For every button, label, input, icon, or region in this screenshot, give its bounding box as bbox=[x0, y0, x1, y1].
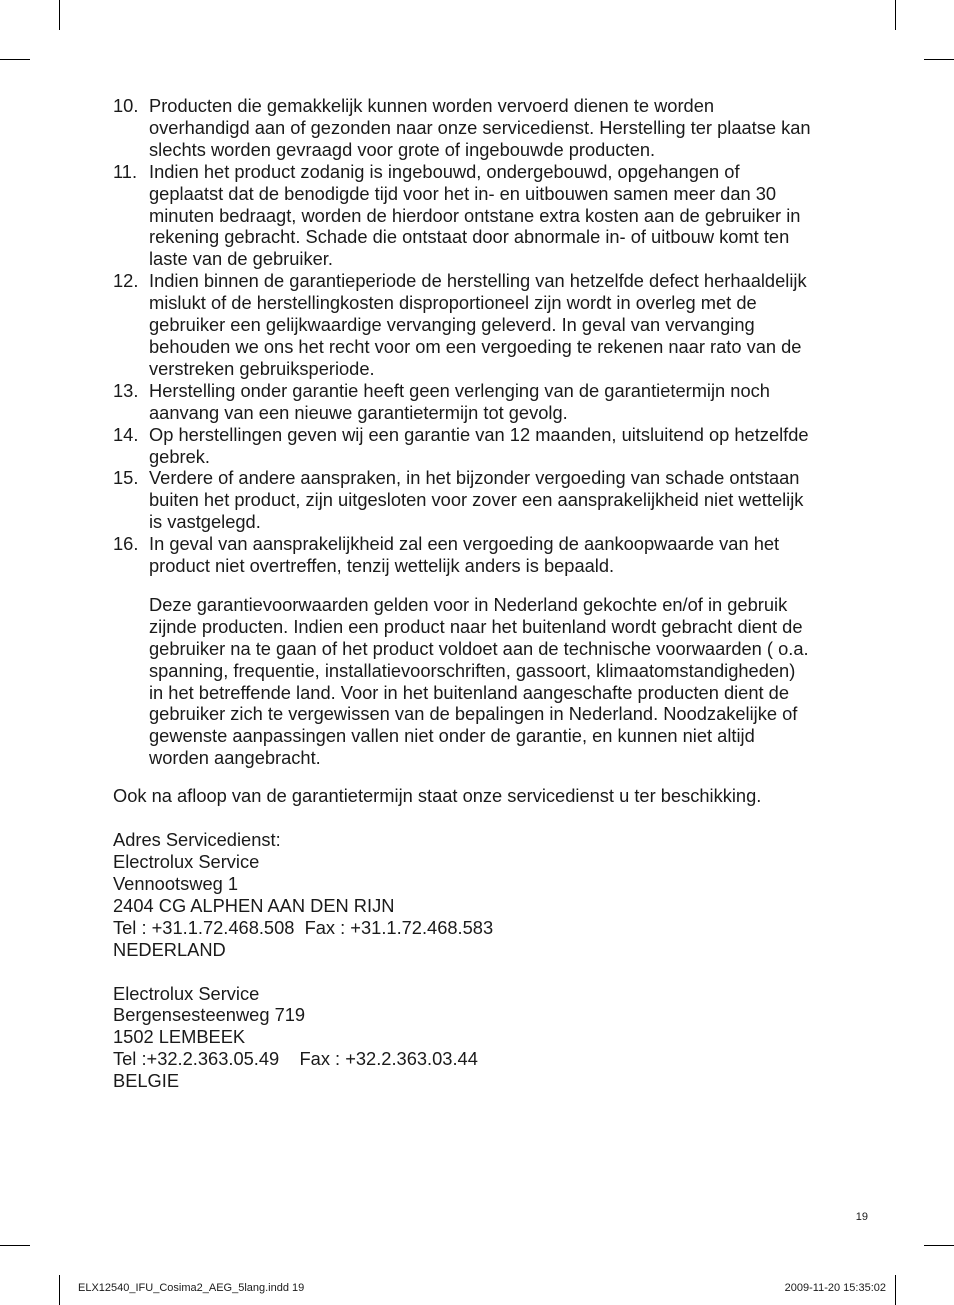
crop-mark-top-right-horizontal bbox=[924, 59, 954, 60]
list-item-text: In geval van aansprakelijkheid zal een vergoeding de aankoopwaarde van het product niet overtreffen, tenzij wettelijk anders is bepaald. bbox=[149, 533, 780, 577]
page-content bbox=[113, 95, 813, 1092]
list-item-number: 11. bbox=[113, 160, 138, 182]
list-item-text: Verdere of andere aanspraken, in het bijzonder vergoeding van schade ontstaan buiten het product, zijn uitgesloten voor zover een aansprakelijkheid niet wettelijk is vastgelegd. bbox=[149, 467, 804, 533]
page-number: 19 bbox=[855, 1211, 868, 1223]
list-item-text: Herstelling onder garantie heeft geen verlenging van de garantietermijn noch aanvang van een nieuwe garantietermijn tot gevolg. bbox=[149, 379, 770, 423]
list-item-number: 10. bbox=[113, 95, 139, 116]
address-country: BELGIE bbox=[113, 1070, 180, 1092]
address-city: 1502 LEMBEEK bbox=[113, 1026, 246, 1048]
list-item bbox=[113, 467, 813, 533]
address-phone-fax: Tel : +31.1.72.468.508 Fax : +31.1.72.468.583 bbox=[113, 916, 494, 938]
crop-mark-bottom-left-horizontal bbox=[0, 1245, 30, 1246]
crop-mark-top-left-vertical bbox=[59, 0, 60, 30]
crop-mark-bottom-right-vertical bbox=[895, 1275, 896, 1305]
list-item-text: Op herstellingen geven wij een garantie van 12 maanden, uitsluitend op hetzelfde gebrek. bbox=[149, 423, 809, 467]
netherlands-validity-note: Deze garantievoorwaarden gelden voor in Nederland gekochte en/of in gebruik zijnde producten. Indien een product naar het buitenland wordt gebracht dient de gebruiker na te gaan of het product voldoet aan de technische voorwaarden ( o.a. spanning, frequentie, installatievoorschriften, gassoort, klimaatomstandigheden) in het betreffende land. Voor in het buitenland aangeschafte producten dient de gebruiker zich te vergewissen van de bepalingen in Nederland. Noodzakelijke of gewenste aanpassingen vallen niet onder de garantie, en kunnen niet altijd worden aangebracht. bbox=[149, 593, 809, 769]
address-phone-fax: Tel :+32.2.363.05.49 Fax : +32.2.363.03.44 bbox=[113, 1048, 478, 1070]
address-city: 2404 CG ALPHEN AAN DEN RIJN bbox=[113, 894, 395, 916]
list-item-text: Indien binnen de garantieperiode de herstelling van hetzelfde defect herhaaldelijk mislukt of de herstellingkosten disproportioneel zijn wordt in overleg met de gebruiker een gelijkwaardige vervanging geleverd. In geval van vervanging behouden we ons het recht voor om een vergoeding te rekenen naar rato van de verstreken gebruiksperiode. bbox=[149, 270, 807, 379]
list-item-number: 16. bbox=[113, 533, 139, 555]
list-item-text: Indien het product zodanig is ingebouwd, ondergebouwd, opgehangen of geplaatst dat de benodigde tijd voor het in- en uitbouwen samen meer dan 30 minuten bedraagt, worden de hierdoor ontstane extra kosten aan de gebruiker in rekening gebracht. Schade die ontstaat door abnormale in- of uitbouw komt ten laste van de gebruiker. bbox=[149, 160, 801, 270]
warranty-terms-list bbox=[113, 95, 813, 577]
list-item-text: Producten die gemakkelijk kunnen worden vervoerd dienen te worden overhandigd aan of gezonden naar onze servicedienst. Herstelling ter plaatse kan slechts worden gevraagd voor grote of ingebouwde producten. bbox=[149, 95, 811, 160]
list-item-number: 12. bbox=[113, 270, 139, 292]
crop-mark-bottom-right-horizontal bbox=[924, 1245, 954, 1246]
list-item-number: 15. bbox=[113, 467, 139, 489]
address-netherlands bbox=[113, 829, 813, 960]
list-item bbox=[113, 424, 813, 468]
crop-mark-top-left-horizontal bbox=[0, 59, 30, 60]
address-street: Bergensesteenweg 719 bbox=[113, 1004, 306, 1026]
address-belgium bbox=[113, 983, 813, 1093]
list-item bbox=[113, 533, 813, 577]
address-country: NEDERLAND bbox=[113, 938, 226, 960]
crop-mark-top-right-vertical bbox=[895, 0, 896, 30]
list-item bbox=[113, 95, 813, 161]
print-slug-file: ELX12540_IFU_Cosima2_AEG_5lang.indd 19 bbox=[78, 1282, 305, 1294]
list-item bbox=[113, 380, 813, 424]
print-slug-timestamp: 2009-11-20 15:35:02 bbox=[784, 1282, 886, 1294]
list-item-number: 13. bbox=[113, 379, 139, 401]
address-street: Vennootsweg 1 bbox=[113, 872, 239, 894]
list-item bbox=[113, 161, 813, 271]
list-item-number: 14. bbox=[113, 423, 139, 445]
list-item bbox=[113, 270, 813, 380]
address-company: Electrolux Service bbox=[113, 982, 260, 1004]
after-term-paragraph: Ook na afloop van de garantietermijn staat onze servicedienst u ter beschikking. bbox=[113, 785, 762, 807]
address-company: Electrolux Service bbox=[113, 851, 260, 872]
address-heading: Adres Servicedienst: bbox=[113, 829, 281, 851]
crop-mark-bottom-left-vertical bbox=[59, 1275, 60, 1305]
